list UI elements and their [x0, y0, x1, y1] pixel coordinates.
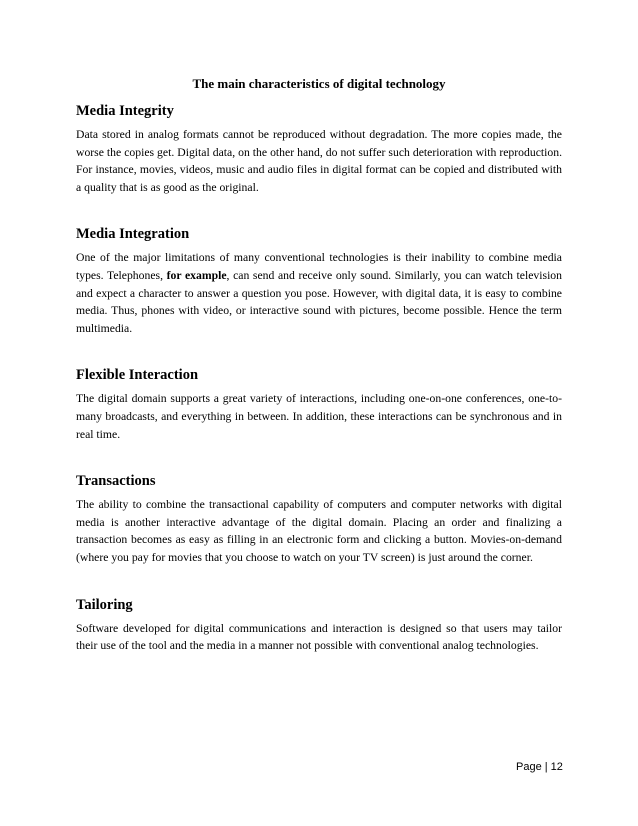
section-body: Software developed for digital communications and interaction is designed so that users may tailor their use of the tool and the media in a manner not possible with conventional analog technologies.: [76, 621, 562, 653]
section-media-integration: [76, 225, 562, 337]
section-body: The digital domain supports a great variety of interactions, including one-on-one conferences, one-to-many broadcasts, and everything in between. In addition, these interactions can be synchronous and in real time.: [76, 392, 562, 441]
section-heading: Tailoring: [76, 596, 133, 613]
section-body: The ability to combine the transactional capability of computers and computer networks with digital media is another interactive advantage of the digital domain. Placing an order and finalizing a transaction becomes as easy as filling in an electronic form and clicking a button. Movies-on-demand (where you pay for movies that you choose to watch on your TV screen) is just around the corner.: [76, 498, 562, 564]
emphasis-text: for example: [166, 268, 227, 282]
document-page: [76, 76, 562, 655]
section-transactions: [76, 472, 562, 566]
section-media-integrity: [76, 102, 562, 196]
section-heading: Media Integration: [76, 226, 190, 243]
section-heading: Flexible Interaction: [76, 367, 199, 384]
body-text: One of the major limitations of many conventional technologies is their inability to combine media types. Telephones,: [76, 251, 562, 282]
section-heading: Transactions: [76, 473, 156, 490]
document-title: The main characteristics of digital technology: [192, 76, 446, 91]
section-tailoring: [76, 596, 562, 655]
section-flexible-interaction: [76, 366, 562, 443]
section-body: [76, 249, 562, 337]
page-number: Page | 12: [516, 761, 563, 773]
body-text: , can send and receive only sound. Similarly, you can watch television and expect a character to answer a question you pose. However, with digital data, it is easy to combine media. Thus, phones with video, or interactive sound with pictures, become possible. Hence the term multimedia.: [76, 268, 562, 335]
section-body: Data stored in analog formats cannot be reproduced without degradation. The more copies made, the worse the copies get. Digital data, on the other hand, do not suffer such deterioration with reproduction. For instance, movies, videos, music and audio files in digital format can be copied and distributed with a quality that is as good as the original.: [76, 128, 562, 194]
section-heading: Media Integrity: [76, 103, 174, 119]
